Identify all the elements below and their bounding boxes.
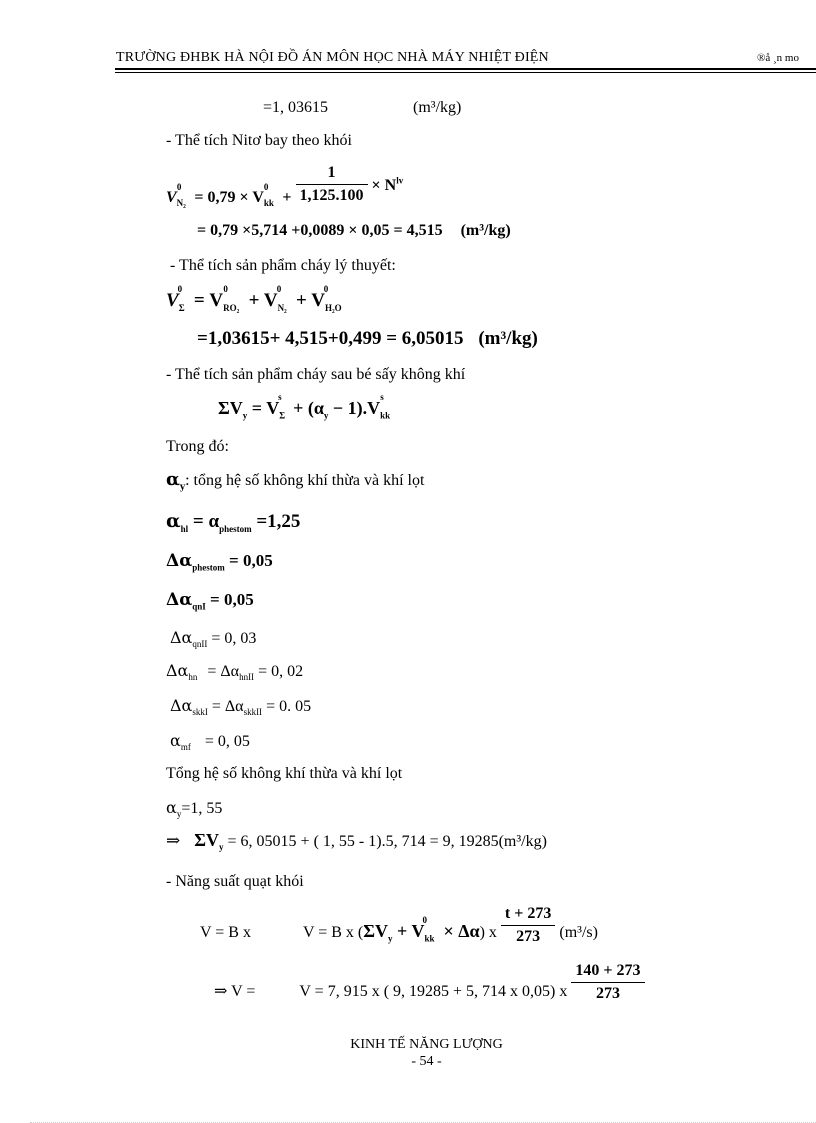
vsum-formula: $V_\Sigma^0 = V_{RO_2}^0 + V_{N_2}^0 + V_{H_2O}^0$	[166, 283, 342, 313]
v-formula: V = B x V = B x $(\Sigma V_y + V_{kk}^0 \times \Delta\alpha)$ x $\frac{t + 273}{273}$ (m³/s)	[200, 905, 598, 945]
after-heading: - Thể tích sản phẩm cháy sau bé sấy không khí	[166, 366, 466, 383]
sp-heading: - Thể tích sản phẩm cháy lý thuyết:	[170, 257, 396, 274]
sumvy-rest2: − 1).V	[332, 398, 381, 418]
header-rule-thin	[115, 72, 816, 73]
sumvy-formula: $\Sigma V_y = V_\Sigma^s + (\alpha_y - 1).V_{kk}^s$	[218, 392, 391, 421]
alpha-hl-val: =1,25	[256, 511, 301, 532]
vn2-den: 1,125.100	[296, 184, 368, 205]
vn2-plus: +	[282, 189, 292, 207]
vn2-eq: = 0,79 × V	[194, 189, 264, 207]
alpha-hl-eq: = α	[192, 511, 220, 532]
d-alpha-qni-val: = 0,05	[210, 590, 254, 609]
nito-heading: - Thể tích Nitơ bay theo khói	[166, 132, 352, 149]
d-alpha-skk-val: = 0. 05	[266, 698, 312, 715]
v-fraction	[501, 905, 555, 946]
sumvy-eq: = V	[251, 398, 280, 418]
sum-calc-text: = 6, 05015 + ( 1, 55 - 1).5, 714 = 9, 19285(m³/kg)	[227, 833, 547, 850]
sumvy-rest: + (α	[293, 398, 324, 418]
vsum-lhs: V	[166, 290, 179, 311]
page-header-right: ®å ¸n mo	[757, 52, 799, 64]
vn2-calc-text: = 0,79 ×5,714 +0,0089 × 0,05 = 4,515	[197, 222, 443, 239]
alpha-mf-val: = 0, 05	[204, 733, 250, 750]
d-alpha-hn-row: $\Delta\alpha_{hn} = \Delta\alpha_{hnII} = 0$, 02	[166, 661, 304, 683]
v-frac-den: 273	[501, 925, 555, 946]
vsum-calc	[197, 328, 538, 350]
alpha-y-desc: : tổng hệ số không khí thừa và khí lọt	[185, 472, 425, 489]
vsum-calc-text: =1,03615+ 4,515+0,499 = 6,05015	[197, 328, 464, 349]
vn2-calc-unit: (m³/kg)	[460, 222, 511, 239]
d-alpha-hn-eq: = Δα	[207, 663, 240, 680]
d-alpha-qnii-val: = 0, 03	[211, 630, 257, 647]
header-rule-thick	[115, 68, 816, 70]
alpha-y-desc-row	[166, 469, 424, 493]
alpha-hl-row: $\alpha_{hl} = \alpha_{phestom} =1,25$	[166, 510, 301, 534]
v2-b: V = 7, 915 x ( 9, 19285 + 5, 714 x 0,05) x	[299, 983, 568, 1001]
v-frac-num: t + 273	[504, 905, 552, 922]
page-header-title: TRƯỜNG ĐHBK HÀ NỘI ĐỒ ÁN MÔN HỌC NHÀ MÁY NHIỆT ĐIỆN	[116, 50, 549, 65]
alpha-y-val: =1, 55	[181, 800, 223, 817]
v2-num: 140 + 273	[575, 962, 641, 979]
vsum-unit: (m³/kg)	[478, 328, 538, 349]
nang-suat: - Năng suất quạt khói	[166, 873, 304, 890]
alpha-mf-row: $\alpha_{mf} = 0$, 05	[170, 731, 250, 753]
d-alpha-hn-val: = 0, 02	[258, 663, 304, 680]
v2-a: ⇒ V =	[214, 983, 256, 1001]
v2-formula	[214, 960, 645, 1008]
tong-he-so: Tổng hệ số không khí thừa và khí lọt	[166, 765, 403, 782]
v-eq-a: V = B x	[200, 924, 251, 942]
d-alpha-skk-eq: = Δα	[211, 698, 244, 715]
v2-den: 273	[571, 982, 644, 1003]
vsum-p2: + V	[296, 290, 325, 311]
d-alpha-ph-row: $\Delta\alpha_{phestom} = 0,05$	[166, 551, 273, 573]
alpha-y-symbol: $\alpha_y$	[166, 469, 186, 493]
v-eq-unit: (m³/s)	[559, 924, 598, 942]
vn2-num: 1	[327, 164, 336, 181]
v2-fraction	[571, 962, 644, 1003]
vsum-p1: + V	[248, 290, 278, 311]
d-alpha-qni-row: $\Delta\alpha_{qnI} = 0,05$	[166, 590, 254, 612]
d-alpha-qnii-row: $\Delta\alpha_{qnII} = 0$, 03	[170, 628, 257, 650]
v-eq-b: V = B x (	[302, 924, 364, 942]
l1-value: =1, 03615	[263, 99, 329, 116]
vn2-calc	[197, 222, 511, 240]
vn2-lhs: V	[166, 189, 177, 207]
trong-do: Trong đó:	[166, 438, 229, 455]
sumvy-lhs: ΣV	[218, 398, 243, 418]
l1-unit: (m³/kg)	[413, 99, 462, 116]
page-number: - 54 -	[411, 1054, 442, 1069]
sum-calc-row: ⇒ $\Sigma V_y = 6$, 05015 + ( 1, 55 - 1).5, 714 = 9, 19285(m³/kg)	[166, 830, 547, 853]
vn2-times: × N	[371, 177, 397, 195]
footer-title: KINH TẾ NĂNG LƯỢNG	[350, 1037, 503, 1052]
d-alpha-skk-row: $\Delta\alpha_{skkI} = \Delta\alpha_{skkII} = 0$. 05	[170, 696, 312, 718]
page-footer	[0, 1036, 816, 1070]
vn2-formula: $V_{N_2}^0 = 0,79 \times V_{kk}^0$ + $\frac{1}{1,125.100}$ × $N^{lv}$	[166, 164, 404, 209]
vsum-eq: = V	[193, 290, 224, 311]
vn2-fraction	[296, 164, 368, 205]
alpha-y-row: $\alpha_y=1$, 55	[166, 798, 223, 820]
d-alpha-ph-val: = 0,05	[229, 551, 273, 570]
